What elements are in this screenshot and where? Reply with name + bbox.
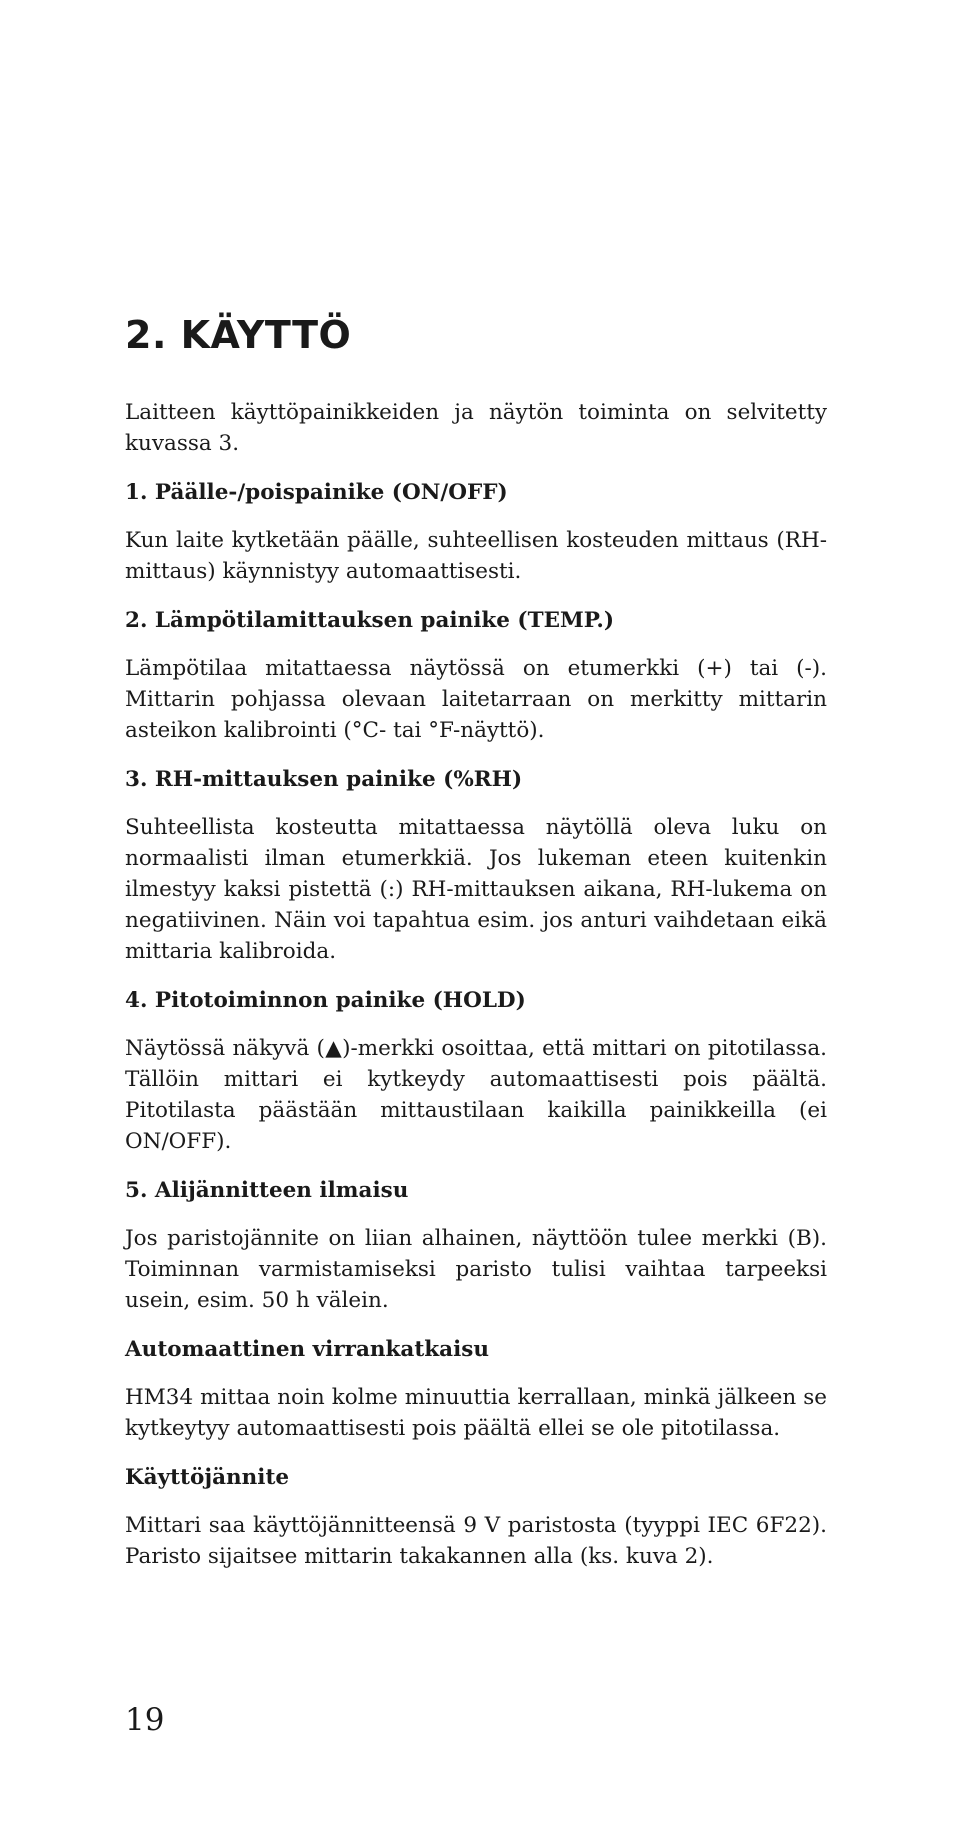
section-heading-on-off: 1. Päälle-/poispainike (ON/OFF) — [125, 480, 508, 505]
page-title: 2. KÄYTTÖ — [125, 313, 352, 357]
section-heading-rh: 3. RH-mittauksen painike (%RH) — [125, 767, 523, 792]
section-heading-voltage: Käyttöjännite — [125, 1465, 290, 1490]
section-heading-low-voltage: 5. Alijännitteen ilmaisu — [125, 1178, 409, 1203]
section-text-hold: Näytössä näkyvä (▲)-merkki osoittaa, että mittari on pitotilassa. Tällöin mittari ei kytkeydy automaattisesti pois päältä. Pitotilasta päästään mittaustilaan kaikilla painikkeilla (ei ON/OFF). — [125, 1036, 827, 1154]
intro-paragraph: Laitteen käyttöpainikkeiden ja näytön toiminta on selvitetty kuvassa 3. — [125, 400, 827, 456]
section-text-on-off: Kun laite kytketään päälle, suhteellisen kosteuden mittaus (RH-mittaus) käynnistyy automaattisesti. — [125, 528, 827, 584]
section-text-low-voltage: Jos paristojännite on liian alhainen, näyttöön tulee merkki (B). Toiminnan varmistamiseksi paristo tulisi vaihtaa tarpeeksi usein, esim. 50 h välein. — [125, 1226, 827, 1313]
section-heading-hold: 4. Pitotoiminnon painike (HOLD) — [125, 988, 526, 1013]
page-content — [125, 313, 827, 1590]
section-text-temp: Lämpötilaa mitattaessa näytössä on etumerkki (+) tai (-). Mittarin pohjassa olevaan laitetarraan on merkitty mittarin asteikon kalibrointi (°C- tai °F-näyttö). — [125, 656, 827, 743]
section-text-voltage: Mittari saa käyttöjännitteensä 9 V paristosta (tyyppi IEC 6F22). Paristo sijaitsee mittarin takakannen alla (ks. kuva 2). — [125, 1513, 827, 1569]
section-heading-temp: 2. Lämpötilamittauksen painike (TEMP.) — [125, 608, 615, 633]
section-heading-auto-off: Automaattinen virrankatkaisu — [125, 1337, 490, 1362]
page-number: 19 — [125, 1702, 165, 1738]
section-text-rh: Suhteellista kosteutta mitattaessa näytöllä oleva luku on normaalisti ilman etumerkkiä. Jos lukeman eteen kuitenkin ilmestyy kaksi pistettä (:) RH-mittauksen aikana, RH-lukema on negatiivinen. Näin voi tapahtua esim. jos anturi vaihdetaan eikä mittaria kalibroida. — [125, 815, 827, 964]
section-text-auto-off: HM34 mittaa noin kolme minuuttia kerrallaan, minkä jälkeen se kytkeytyy automaattisesti pois päältä ellei se ole pitotilassa. — [125, 1385, 827, 1441]
